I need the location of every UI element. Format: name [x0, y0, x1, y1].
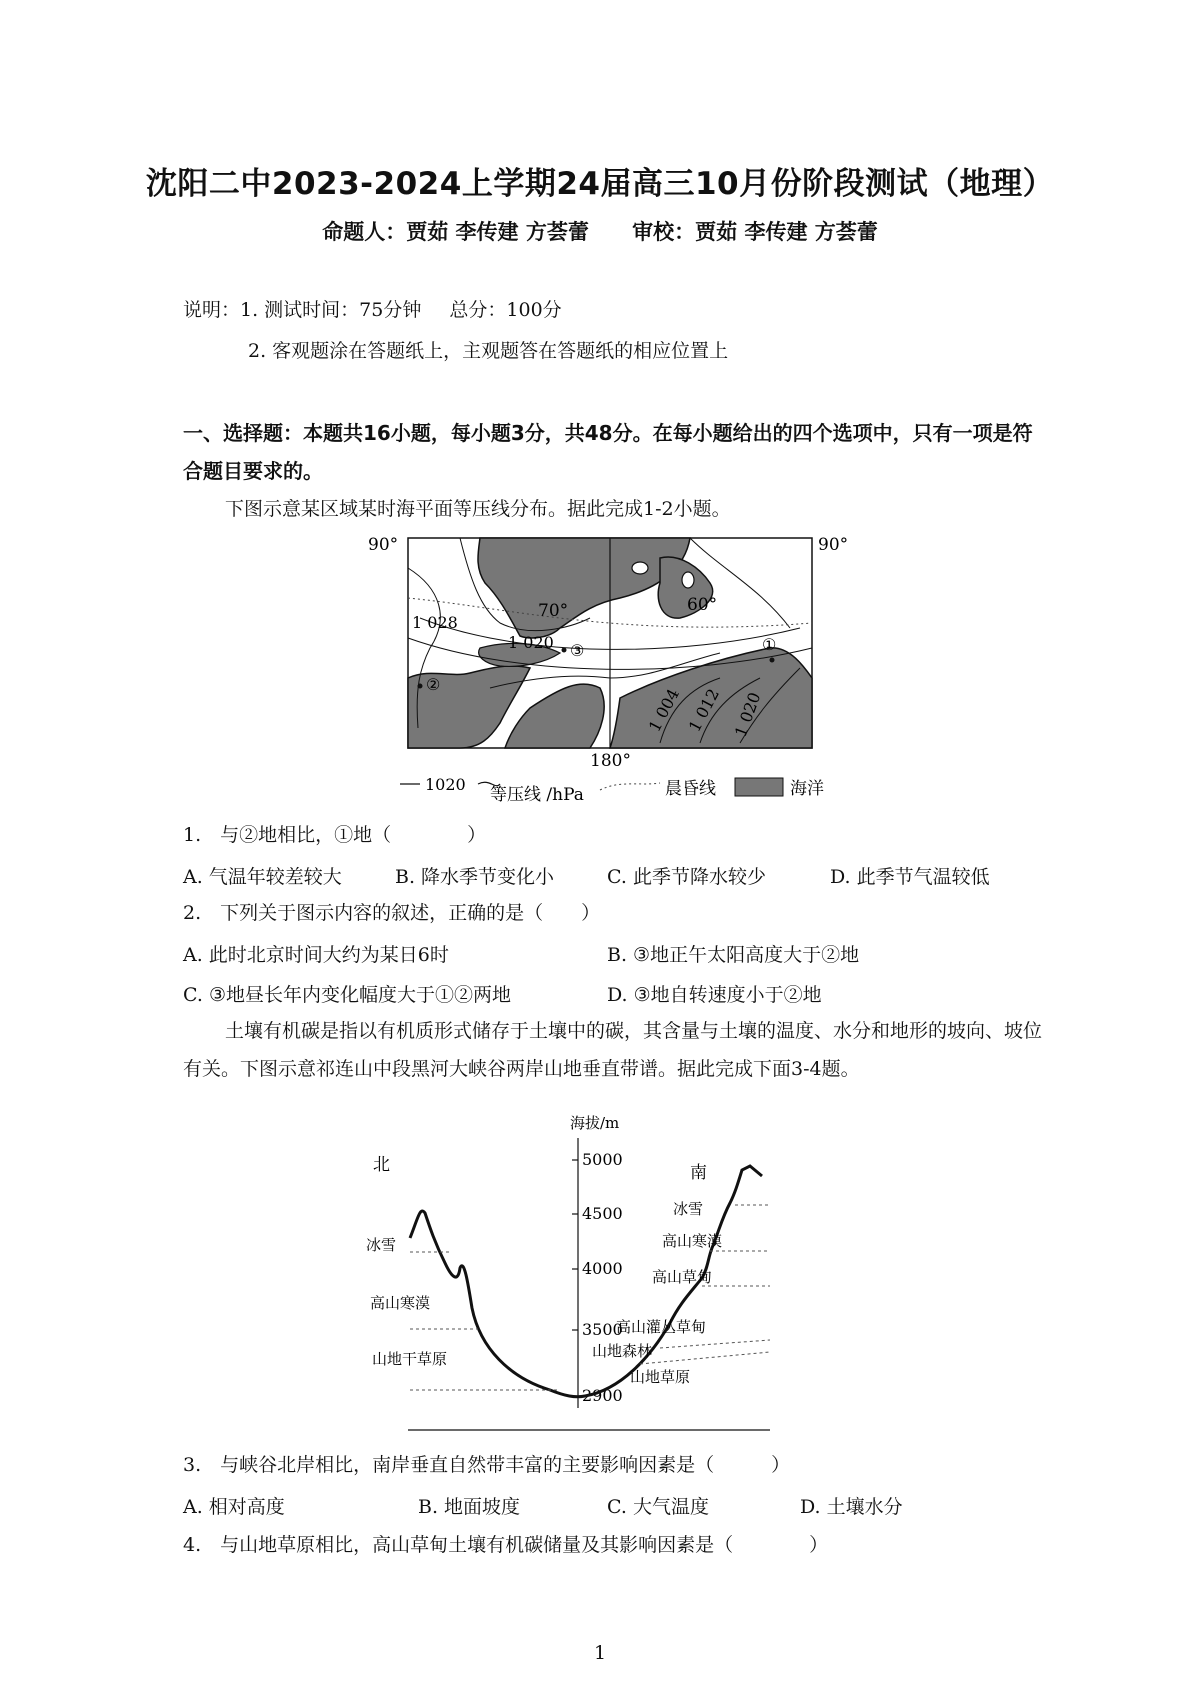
lat-label-left: 90° [368, 535, 399, 555]
isobar-label-1020: 1 020 [508, 633, 554, 652]
question-4-stem: 4. 与山地草原相比，高山草甸土壤有机碳储量及其影响因素是（ ） [183, 1534, 829, 1556]
n-alpine-desert: 高山寒漠 [370, 1294, 431, 1312]
question-3-option-b: B. 地面坡度 [418, 1496, 521, 1518]
question-3-option-c: C. 大气温度 [607, 1496, 709, 1518]
axis-label: 海拔/m [570, 1114, 620, 1132]
s-snow: 冰雪 [673, 1200, 704, 1218]
lat-label-70: 70° [538, 601, 569, 621]
question-1-option-d: D. 此季节气温较低 [830, 866, 990, 888]
tick-4500: 4500 [582, 1204, 623, 1223]
north-label: 北 [373, 1155, 390, 1175]
tick-4000: 4000 [582, 1259, 623, 1278]
point-2-label: ② [426, 675, 441, 694]
legend-terminator-line [600, 783, 660, 790]
intro-1: 下图示意某区域某时海平面等压线分布。据此完成1-2小题。 [225, 498, 731, 520]
question-3-option-a: A. 相对高度 [183, 1496, 285, 1518]
lat-label-right: 90° [818, 535, 849, 555]
isobar-map [360, 528, 860, 808]
legend-ocean-swatch [735, 778, 783, 796]
question-2-option-d: D. ③地自转速度小于②地 [607, 984, 822, 1006]
reviewer: 审校：贾茹 李传建 方荟蕾 [632, 220, 878, 244]
legend-terminator-label: 晨昏线 [665, 779, 716, 799]
n-snow: 冰雪 [366, 1236, 397, 1254]
question-3-stem: 3. 与峡谷北岸相比，南岸垂直自然带丰富的主要影响因素是（ ） [183, 1454, 791, 1476]
tick-3500: 3500 [582, 1320, 623, 1339]
point-1-marker [770, 658, 775, 663]
s-alpine-meadow: 高山草甸 [652, 1268, 713, 1286]
s-alpine-desert: 高山寒漠 [662, 1232, 723, 1250]
instruction-1: 说明：1. 测试时间：75分钟 总分：100分 [183, 299, 562, 321]
question-2-option-c: C. ③地昼长年内变化幅度大于①②两地 [183, 984, 511, 1006]
question-2-option-a: A. 此时北京时间大约为某日6时 [183, 944, 449, 966]
n-dry-steppe: 山地干草原 [372, 1350, 448, 1368]
page-number: 1 [593, 1642, 607, 1664]
island [632, 562, 648, 574]
question-1-option-c: C. 此季节降水较少 [607, 866, 766, 888]
lon-label-180: 180° [590, 751, 631, 771]
question-3-option-d: D. 土壤水分 [800, 1496, 903, 1518]
isobar-label-1012: 1 012 [684, 685, 724, 735]
lat-label-60: 60° [687, 595, 718, 615]
south-label: 南 [690, 1163, 707, 1183]
question-1-option-a: A. 气温年较差较大 [183, 866, 342, 888]
tick-2900: 2900 [582, 1386, 623, 1405]
axis-ticks [572, 1160, 578, 1396]
legend-isobar-value: 1020 [425, 775, 466, 794]
proposer: 命题人：贾茹 李传建 方荟蕾 [322, 220, 589, 244]
isobar-label-1028: 1 028 [412, 613, 458, 632]
vertical-zonation-profile [366, 1108, 790, 1438]
page-title: 沈阳二中2023-2024上学期24届高三10月份阶段测试（地理） [145, 166, 1055, 202]
isobar-label-1020b: 1 020 [730, 689, 765, 740]
question-2-stem: 2. 下列关于图示内容的叙述，正确的是（ ） [183, 902, 601, 924]
legend-isobar-label: 等压线 /hPa [490, 785, 584, 805]
point-3-label: ③ [570, 641, 585, 660]
section-heading: 一、选择题：本题共16小题，每小题3分，共48分。在每小题给出的四个选项中，只有一项是符合题目要求的。 [183, 421, 1033, 483]
island [682, 572, 694, 588]
authors-line [0, 216, 1200, 246]
tick-5000: 5000 [582, 1150, 623, 1169]
question-1-stem: 1. 与②地相比，①地（ ） [183, 824, 487, 846]
point-2-marker [418, 684, 423, 689]
question-2-option-b: B. ③地正午太阳高度大于②地 [607, 944, 860, 966]
legend-ocean-label: 海洋 [790, 779, 824, 799]
point-1-label: ① [762, 635, 777, 654]
instruction-2: 2. 客观题涂在答题纸上，主观题答在答题纸的相应位置上 [248, 340, 729, 362]
intro-2: 土壤有机碳是指以有机质形式储存于土壤中的碳，其含量与土壤的温度、水分和地形的坡向、坡位有关。下图示意祁连山中段黑河大峡谷两岸山地垂直带谱。据此完成下面3-4题。 [183, 1020, 1043, 1080]
s-forest: 山地森林 [592, 1342, 653, 1360]
isobar-label-1004: 1 004 [644, 685, 684, 735]
question-1-option-b: B. 降水季节变化小 [395, 866, 555, 888]
point-3-marker [562, 648, 567, 653]
s-grassland: 山地草原 [630, 1368, 691, 1386]
s-shrub-meadow: 高山灌丛草甸 [616, 1318, 707, 1336]
